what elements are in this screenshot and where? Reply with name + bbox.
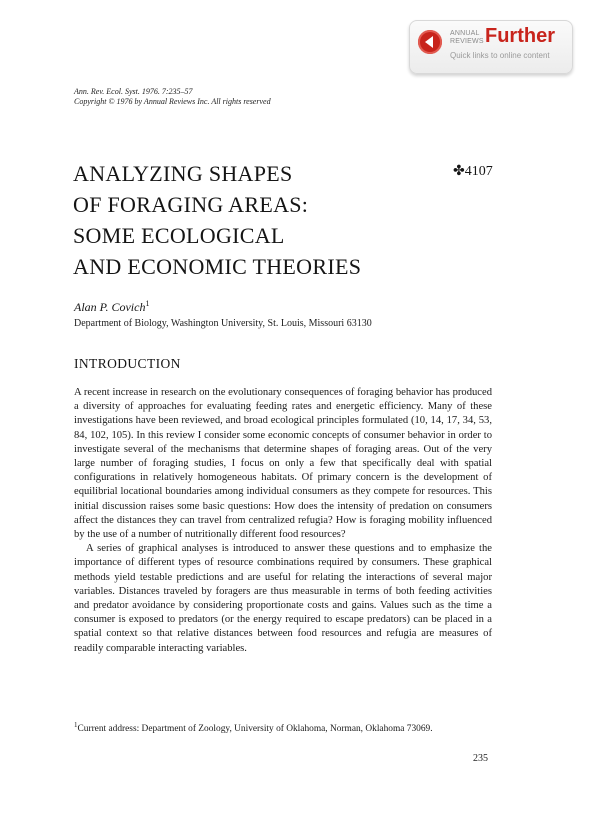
section-heading: INTRODUCTION — [74, 356, 181, 371]
footnote-mark: 1 — [74, 721, 78, 729]
title-line: ANALYZING SHAPES — [73, 161, 293, 186]
annual-reviews-further-badge[interactable] — [409, 20, 573, 74]
title-line: SOME ECOLOGICAL — [73, 223, 285, 248]
badge-further-label: Further — [485, 25, 555, 47]
body-text — [74, 386, 492, 656]
copyright-line: Copyright © 1976 by Annual Reviews Inc. All rights reserved — [74, 97, 271, 106]
title-line: OF FORAGING AREAS: — [73, 192, 309, 217]
play-back-icon — [418, 30, 442, 54]
paragraph: A recent increase in research on the evolutionary consequences of foraging behavior has produced a diversity of approaches for evaluating feeding rates and energetic efficiency. Many of these investigations have been reviewed, and broad ecological principles formulated (10, 14, 17, 34, 53, 84, 102, 105). In this review I consider some economic concepts of consumer behavior in order to investigate several of the mechanisms that determine shapes of foraging areas. Out of the very large number of foraging studies, I focus on only a few that specifically deal with spatial configurations in relatively homogeneous habitats. Of primary concern is the development of equilibrial locational boundaries among individual consumers as they compete for resources. This initial discussion raises some basic questions: How does the intensity of predation on consumers affect the distances they can travel from centralized refugia? How is foraging mobility influenced by the use of a number of nutritionally different food resources? — [74, 387, 492, 541]
badge-publisher: ANNUAL REVIEWS — [450, 30, 484, 45]
footnote: $^1$Current address: Department of Zoology, University of Oklahoma, Norman, Oklahoma 73069. — [74, 721, 433, 735]
journal-citation — [74, 87, 271, 107]
article-title — [73, 158, 403, 282]
author-name: Alan P. Covich$^1$ — [74, 299, 150, 314]
title-line: AND ECONOMIC THEORIES — [73, 254, 362, 279]
author-affiliation: Department of Biology, Washington University, St. Louis, Missouri 63130 — [74, 318, 372, 329]
badge-tagline: Quick links to online content — [450, 51, 550, 60]
citation-line: Ann. Rev. Ecol. Syst. 1976. 7:235–57 — [74, 87, 193, 96]
paragraph: A series of graphical analyses is introduced to answer these questions and to emphasize the importance of different types of resource combinations required by consumers. These graphical methods yield testable predictions and are useful for relating the interactions of several major variables. Distances traveled by foragers are thus measurable in terms of both feeding activities and predator avoidance by considering proportionate costs and gains. Values such as the time a consumer is exposed to predators (or the energy required to escape predators) can be placed in a spatial context so that relative distances between food resources and refugia are measures of readily comparable interacting variables. — [74, 543, 492, 654]
author-footnote-mark: 1 — [145, 299, 150, 308]
article-code: ✤4107 — [453, 164, 493, 179]
page-number: 235 — [473, 753, 488, 764]
